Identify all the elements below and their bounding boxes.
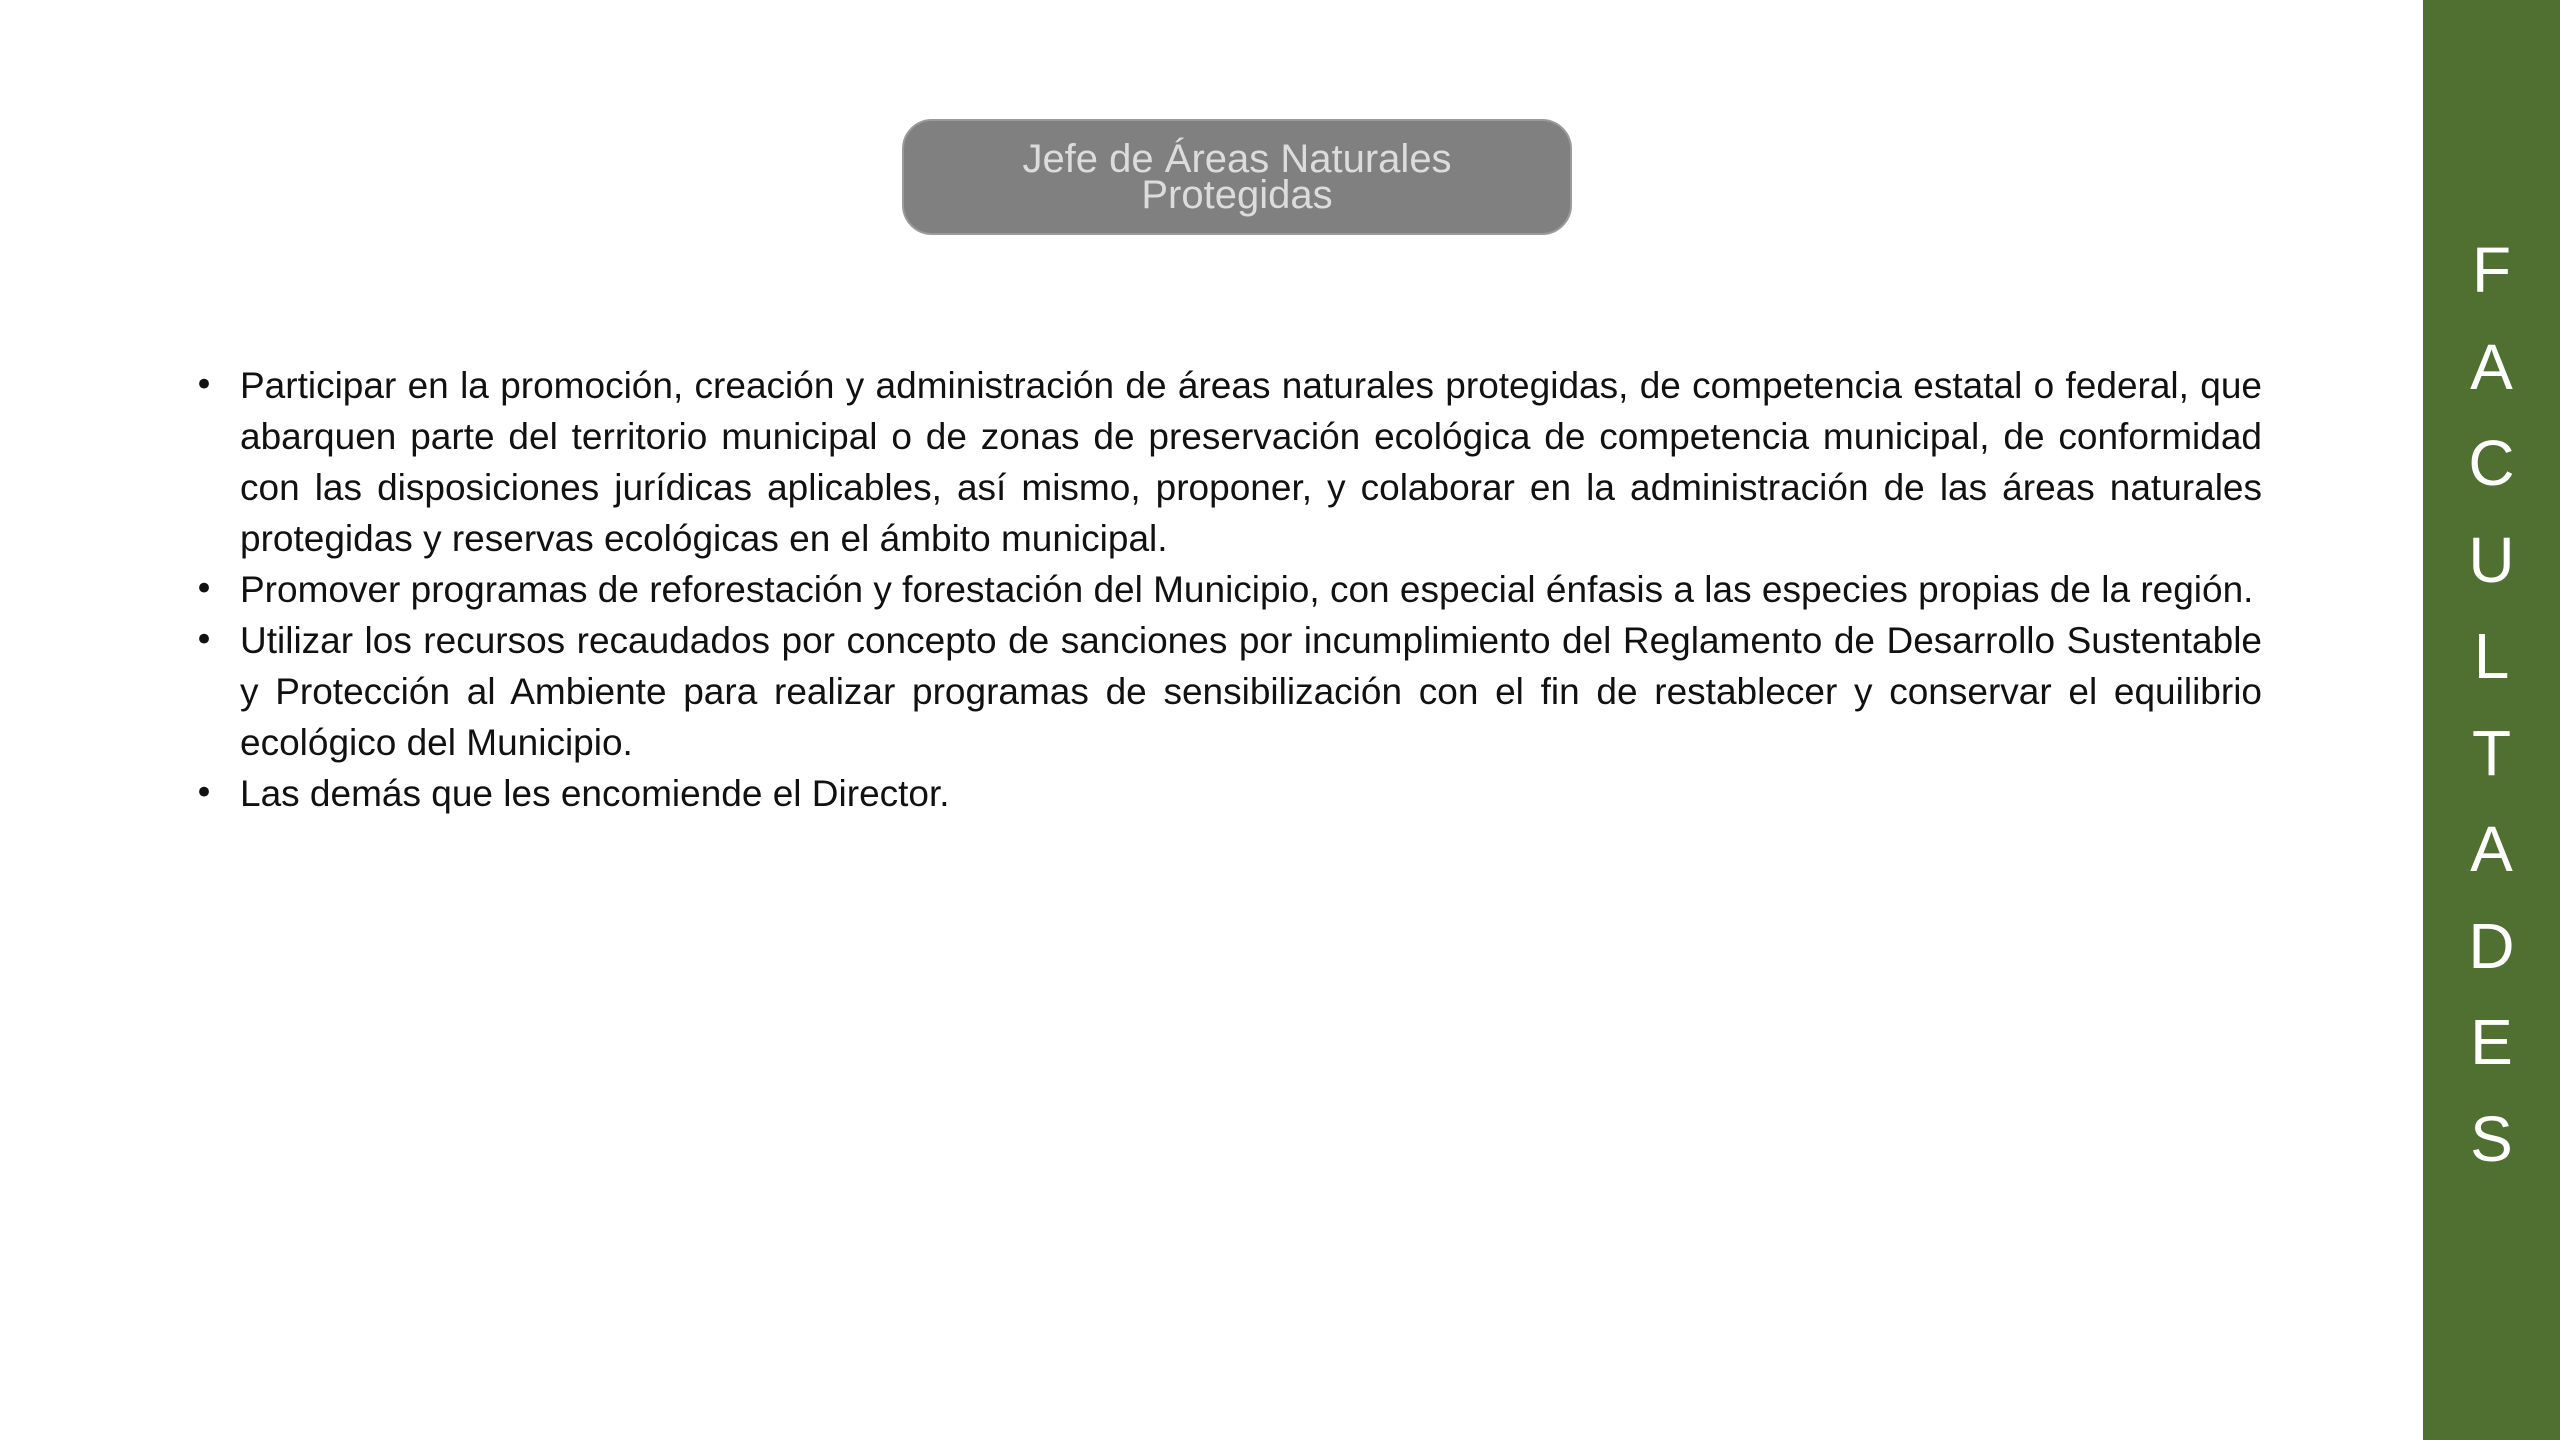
slide-title-line-1: Jefe de Áreas Naturales bbox=[1022, 137, 1452, 181]
bullet-icon: • bbox=[194, 569, 215, 609]
list-item bbox=[190, 360, 2262, 564]
list-item-text: Participar en la promoción, creación y administración de áreas naturales protegidas, de competencia estatal o federal, que abarquen parte del territorio municipal o de zonas de preservación ecológica de competencia municipal, de conformidad con las disposiciones jurídicas aplicables, así mismo, proponer, y colaborar en la administración de las áreas naturales protegidas y reservas ecológicas en el ámbito municipal. bbox=[240, 365, 2262, 559]
list-item bbox=[190, 768, 2262, 819]
side-bar-letter: C bbox=[2468, 427, 2515, 499]
side-bar-letter: T bbox=[2471, 716, 2512, 789]
bullet-icon: • bbox=[194, 773, 215, 813]
side-bar-letter: A bbox=[2470, 330, 2513, 403]
slide-title-line-2: Protegidas bbox=[1141, 173, 1333, 217]
side-bar-letter: D bbox=[2468, 909, 2515, 982]
side-bar-heading bbox=[2423, 222, 2560, 1187]
list-item bbox=[190, 564, 2262, 615]
list-item bbox=[190, 615, 2262, 768]
title-box bbox=[902, 119, 1572, 235]
side-bar-letter: F bbox=[2471, 234, 2512, 306]
bullet-icon: • bbox=[194, 620, 215, 660]
bullet-icon: • bbox=[194, 365, 215, 405]
list-item-text: Las demás que les encomiende el Director. bbox=[240, 773, 950, 814]
duties-list bbox=[190, 360, 2262, 819]
side-bar-letter: E bbox=[2470, 1006, 2513, 1078]
side-bar-letter: L bbox=[2473, 620, 2510, 692]
list-item-text: Promover programas de reforestación y forestación del Municipio, con especial énfasis a las especies propias de la región. bbox=[240, 569, 2254, 610]
list-item-text: Utilizar los recursos recaudados por concepto de sanciones por incumplimiento del Reglamento de Desarrollo Sustentable y Protección al Ambiente para realizar programas de sensibilización con el fin de restablecer y conservar el equilibrio ecológico del Municipio. bbox=[240, 620, 2262, 763]
side-bar-letter: S bbox=[2470, 1102, 2513, 1175]
side-bar-letter: U bbox=[2468, 523, 2515, 596]
slide-title bbox=[927, 137, 1547, 217]
side-bar-letter: A bbox=[2470, 813, 2513, 885]
side-bar bbox=[2423, 0, 2560, 1440]
